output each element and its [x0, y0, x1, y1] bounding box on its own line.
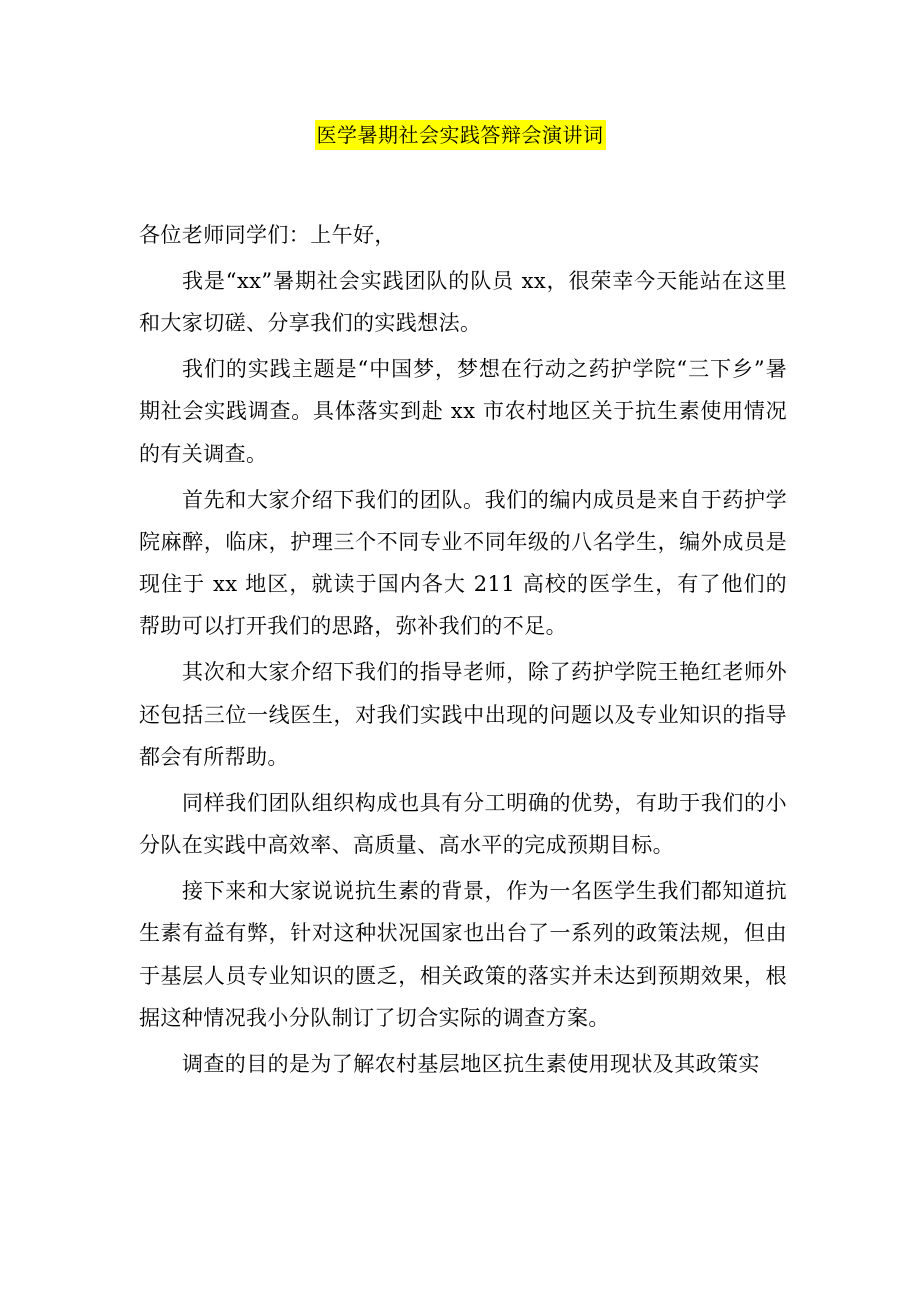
- paragraph-4: 其次和大家介绍下我们的指导老师，除了药护学院王艳红老师外还包括三位一线医生，对我们实践中出现的问题以及专业知识的指导都会有所帮助。: [139, 660, 787, 769]
- paragraph-2: 我们的实践主题是“中国梦，梦想在行动之药护学院“三下乡”暑期社会实践调查。具体落实到赴 xx 市农村地区关于抗生素使用情况的有关调查。: [139, 357, 787, 466]
- greeting-line: 各位老师同学们：上午好，: [139, 223, 396, 247]
- paragraph-7: 调查的目的是为了解农村基层地区抗生素使用现状及其政策实: [182, 1051, 760, 1076]
- paragraph-3: 首先和大家介绍下我们的团队。我们的编内成员是来自于药护学院麻醉，临床，护理三个不同专业不同年级的八名学生，编外成员是现住于 xx 地区，就读于国内各大 211 高校的医学生，有了他们的帮助可以打开我们的思路，弥补我们的不足。: [139, 487, 787, 639]
- paragraph-5: 同样我们团队组织构成也具有分工明确的优势，有助于我们的小分队在实践中高效率、高质量、高水平的完成预期目标。: [139, 790, 787, 858]
- document-body: [139, 214, 787, 1089]
- paragraph-6: 接下来和大家说说抗生素的背景，作为一名医学生我们都知道抗生素有益有弊，针对这种状况国家也出台了一系列的政策法规，但由于基层人员专业知识的匮乏，相关政策的落实并未达到预期效果，根据这种情况我小分队制订了切合实际的调查方案。: [139, 879, 787, 1030]
- title-container: [0, 120, 920, 150]
- paragraph-1: 我是“xx”暑期社会实践团队的队员 xx，很荣幸今天能站在这里和大家切磋、分享我们的实践想法。: [139, 268, 787, 336]
- document-title: 医学暑期社会实践答辩会演讲词: [315, 120, 606, 150]
